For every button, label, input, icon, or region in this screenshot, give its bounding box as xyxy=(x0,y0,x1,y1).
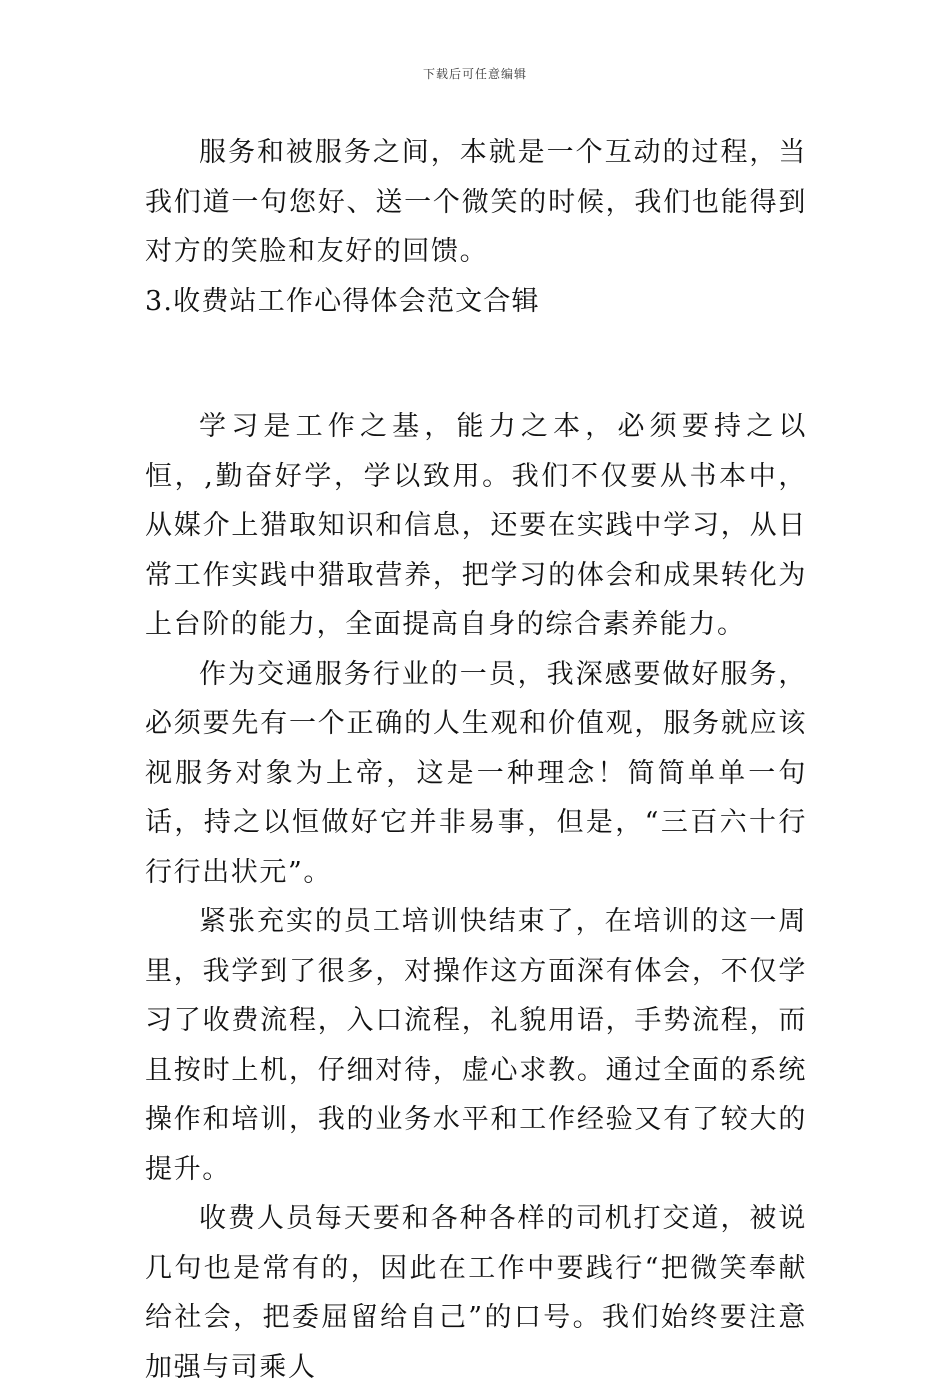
document-body xyxy=(145,128,807,1392)
paragraph-3: 作为交通服务行业的一员，我深感要做好服务，必须要先有一个正确的人生观和价值观，服务就应该视服务对象为上帝，这是一种理念！简简单单一句话，持之以恒做好它并非易事，但是，“三百六十行行行出状元”。 xyxy=(145,658,807,888)
header-note: 下载后可任意编辑 xyxy=(422,67,527,81)
paragraph-4: 紧张充实的员工培训快结束了，在培训的这一周里，我学到了很多，对操作这方面深有体会，不仅学习了收费流程，入口流程，礼貌用语，手势流程，而且按时上机，仔细对待，虚心求教。通过全面的系统操作和培训，我的业务水平和工作经验又有了较大的提升。 xyxy=(145,906,807,1185)
section-heading: 3.收费站工作心得体会范文合辑 xyxy=(145,285,540,317)
paragraph-2: 学习是工作之基，能力之本，必须要持之以恒，,勤奋好学，学以致用。我们不仅要从书本中，从媒介上猎取知识和信息，还要在实践中学习，从日常工作实践中猎取营养，把学习的体会和成果转化为上台阶的能力，全面提高自身的综合素养能力。 xyxy=(145,411,807,640)
section-spacer xyxy=(145,326,807,402)
paragraph-1: 服务和被服务之间，本就是一个互动的过程，当我们道一句您好、送一个微笑的时候，我们也能得到对方的笑脸和友好的回馈。 xyxy=(145,137,807,267)
paragraph-5: 收费人员每天要和各种各样的司机打交道，被说几句也是常有的，因此在工作中要践行“把微笑奉献给社会，把委屈留给自己”的口号。我们始终要注意加强与司乘人 xyxy=(145,1203,807,1383)
